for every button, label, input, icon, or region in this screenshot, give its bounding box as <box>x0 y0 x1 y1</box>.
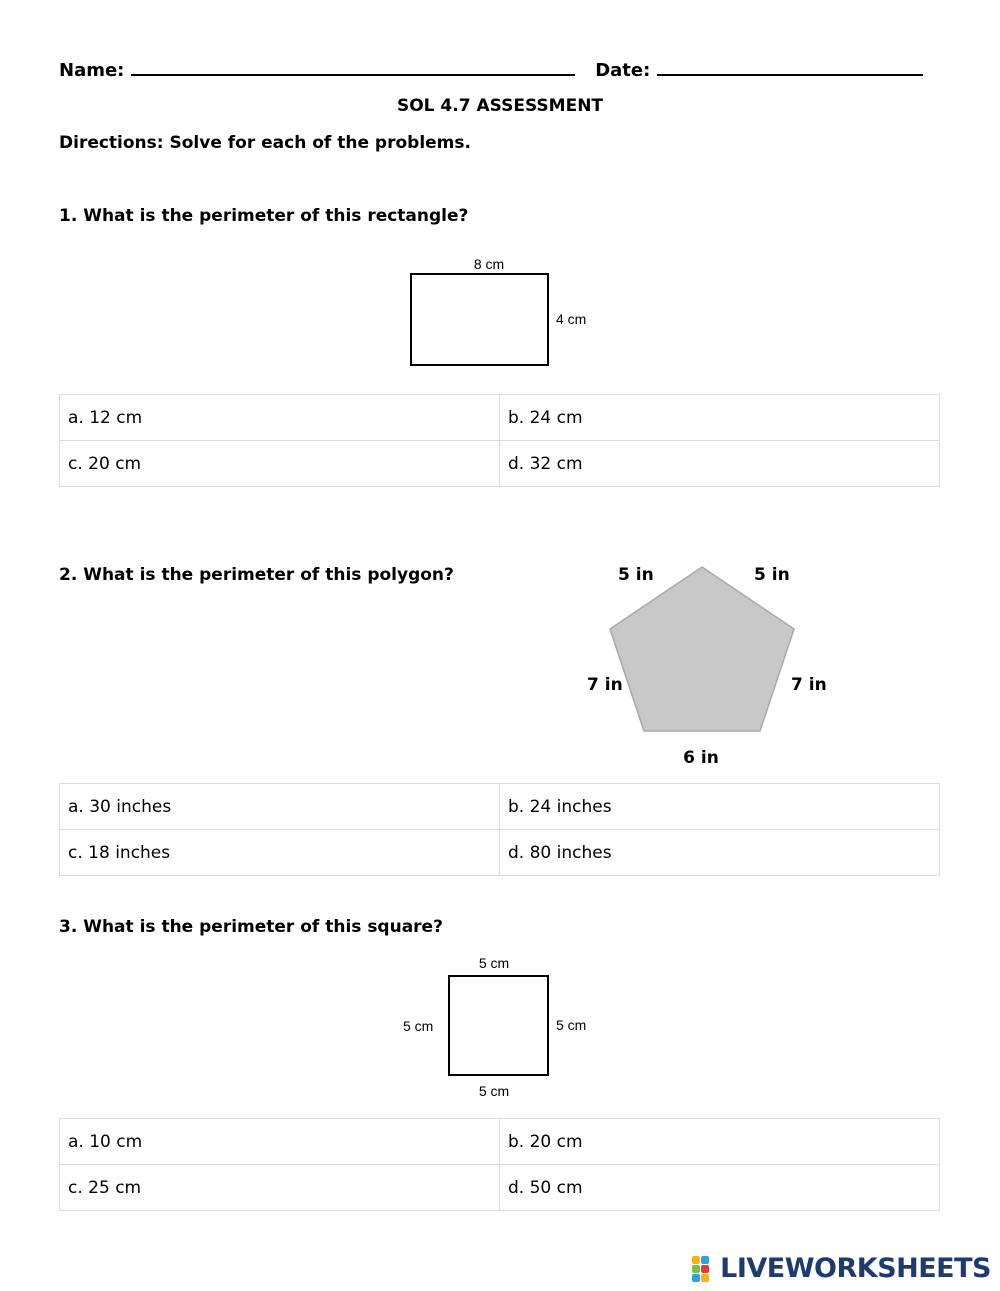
date-field[interactable] <box>657 58 923 76</box>
square-bottom-label: 5 cm <box>478 1083 510 1099</box>
square-top-label: 5 cm <box>478 955 510 971</box>
pentagon-left-label: 7 in <box>587 675 623 695</box>
q1-option-b[interactable]: b. 24 cm <box>500 395 940 441</box>
pentagon-bottom-label: 6 in <box>683 748 719 768</box>
q2-option-c[interactable]: c. 18 inches <box>60 830 500 876</box>
q1-option-d[interactable]: d. 32 cm <box>500 441 940 487</box>
square-shape <box>449 976 548 1075</box>
name-label: Name: <box>59 60 125 81</box>
pentagon-shape <box>610 567 794 731</box>
pentagon-right-label: 7 in <box>791 675 827 695</box>
rectangle-right-label: 4 cm <box>556 311 587 327</box>
rectangle-top-label: 8 cm <box>473 256 505 272</box>
question-1-options <box>59 394 940 487</box>
square-left-label: 5 cm <box>403 1018 434 1034</box>
name-date-line <box>59 58 923 81</box>
question-3-prompt: 3. What is the perimeter of this square? <box>59 917 443 937</box>
q3-option-d[interactable]: d. 50 cm <box>500 1165 940 1211</box>
liveworksheets-logo-text: LIVEWORKSHEETS <box>720 1253 991 1284</box>
q3-option-c[interactable]: c. 25 cm <box>60 1165 500 1211</box>
pentagon-top-right-label: 5 in <box>754 565 790 585</box>
question-2-options <box>59 783 940 876</box>
q2-option-a[interactable]: a. 30 inches <box>60 784 500 830</box>
square-figure <box>390 950 610 1100</box>
q1-option-c[interactable]: c. 20 cm <box>60 441 500 487</box>
pentagon-top-left-label: 5 in <box>618 565 654 585</box>
rectangle-shape <box>411 274 548 365</box>
name-field[interactable] <box>131 58 575 76</box>
rectangle-figure <box>400 250 620 375</box>
q2-option-b[interactable]: b. 24 inches <box>500 784 940 830</box>
liveworksheets-logo <box>692 1253 991 1284</box>
question-2-prompt: 2. What is the perimeter of this polygon? <box>59 565 454 585</box>
question-3-options <box>59 1118 940 1211</box>
q3-option-a[interactable]: a. 10 cm <box>60 1119 500 1165</box>
q3-option-b[interactable]: b. 20 cm <box>500 1119 940 1165</box>
directions: Directions: Solve for each of the problems. <box>59 133 471 153</box>
pentagon-figure <box>580 555 840 775</box>
page-title: SOL 4.7 ASSESSMENT <box>396 96 604 116</box>
q1-option-a[interactable]: a. 12 cm <box>60 395 500 441</box>
liveworksheets-logo-icon <box>692 1256 718 1282</box>
date-label: Date: <box>595 60 651 81</box>
q2-option-d[interactable]: d. 80 inches <box>500 830 940 876</box>
question-1-prompt: 1. What is the perimeter of this rectangle? <box>59 206 469 226</box>
square-right-label: 5 cm <box>556 1017 587 1033</box>
